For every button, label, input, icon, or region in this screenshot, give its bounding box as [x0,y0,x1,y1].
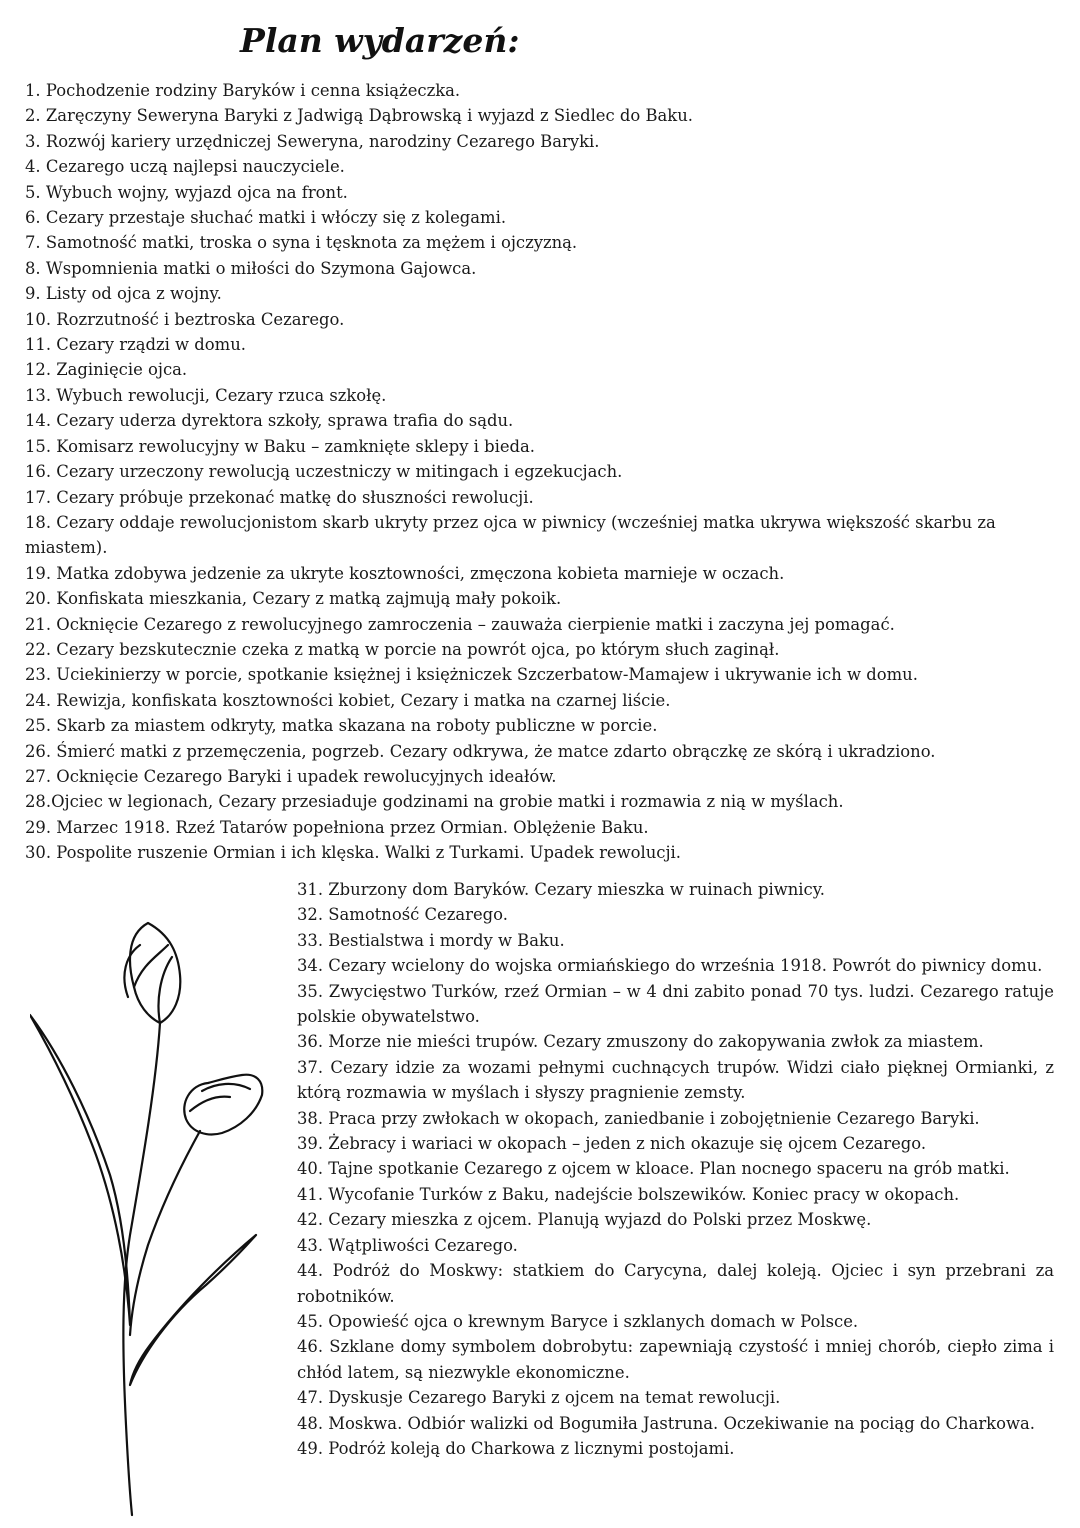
events-list-part1 [25,78,1055,866]
tulip-lower-stem [130,1131,200,1335]
event-item: 24. Rewizja, konfiskata kosztowności kobiet, Cezary i matka na czarnej liście. [25,690,671,710]
event-item: 15. Komisarz rewolucyjny w Baku – zamknięte sklepy i bieda. [25,436,536,456]
event-item: 25. Skarb za miastem odkryty, matka skazana na roboty publiczne w porcie. [25,716,658,736]
tulip-leaf-left [30,1015,130,1325]
event-item: 18. Cezary oddaje rewolucjonistom skarb ukryty przez ojca w piwnicy (wcześniej matka ukrywa większość skarbu za miastem). [25,512,996,558]
event-item: 38. Praca przy zwłokach w okopach, zaniedbanie i zobojętnienie Cezarego Baryki. [297,1108,980,1128]
event-item: 20. Konfiskata mieszkania, Cezary z matką zajmują mały pokoik. [25,589,562,609]
event-item: 12. Zaginięcie ojca. [25,360,188,380]
event-item: 41. Wycofanie Turków z Baku, nadejście bolszewików. Koniec pracy w okopach. [297,1184,960,1204]
event-item: 26. Śmierć matki z przemęczenia, pogrzeb. Cezary odkrywa, że matce zdarto obrączkę ze skórą i ukradziono. [25,741,936,761]
event-item: 36. Morze nie mieści trupów. Cezary zmuszony do zakopywania zwłok za miastem. [297,1032,984,1052]
event-item: 3. Rozwój kariery urzędniczej Seweryna, narodziny Cezarego Baryki. [25,131,600,151]
event-item: 22. Cezary bezskutecznie czeka z matką w porcie na powrót ojca, po którym słuch zaginął. [25,639,780,659]
event-item: 14. Cezary uderza dyrektora szkoły, sprawa trafia do sądu. [25,411,514,431]
event-item: 16. Cezary urzeczony rewolucją uczestniczy w mitingach i egzekucjach. [25,462,623,482]
event-item: 46. Szklane domy symbolem dobrobytu: zapewniają czystość i mniej chorób, ciepło zima i chłód latem, są niezwykle ekonomiczne. [297,1337,1054,1382]
event-item: 10. Rozrzutność i beztroska Cezarego. [25,309,345,329]
tulip-upper-petal-left [124,945,140,997]
event-item: 32. Samotność Cezarego. [297,905,508,925]
event-item: 48. Moskwa. Odbiór walizki od Bogumiła Jastruna. Oczekiwanie na pociąg do Charkowa. [297,1413,1035,1433]
events-list-part2 [297,877,1054,1461]
event-item: 35. Zwycięstwo Turków, rzeź Ormian – w 4 dni zabito ponad 70 tys. ludzi. Cezarego ratuje polskie obywatelstwo. [297,981,1054,1027]
tulip-upper-head [130,923,180,1023]
event-item: 19. Matka zdobywa jedzenie za ukryte kosztowności, zmęczona kobieta marnieje w oczach. [25,563,785,583]
event-item: 6. Cezary przestaje słuchać matki i włóczy się z kolegami. [25,208,507,228]
page-title: Plan wydarzeń: [240,21,520,60]
event-item: 45. Opowieść ojca o krewnym Baryce i szklanych domach w Polsce. [297,1311,859,1331]
event-item: 13. Wybuch rewolucji, Cezary rzuca szkołę. [25,385,387,405]
event-item: 1. Pochodzenie rodziny Baryków i cenna książeczka. [25,81,461,100]
event-item: 28.Ojciec w legionach, Cezary przesiaduje godzinami na grobie matki i rozmawia z nią w myślach. [25,792,844,812]
event-item: 44. Podróż do Moskwy: statkiem do Carycyna, dalej koleją. Ojciec i syn przebrani za robotników. [297,1261,1054,1306]
event-item: 43. Wątpliwości Cezarego. [297,1235,518,1255]
tulip-lower-petal-inner [190,1084,250,1111]
event-item: 42. Cezary mieszka z ojcem. Planują wyjazd do Polski przez Moskwę. [297,1210,872,1230]
event-item: 47. Dyskusje Cezarego Baryki z ojcem na temat rewolucji. [297,1388,781,1408]
event-item: 5. Wybuch wojny, wyjazd ojca na front. [25,182,348,202]
event-item: 31. Zburzony dom Baryków. Cezary mieszka w ruinach piwnicy. [297,880,825,899]
tulip-leaf-right [130,1235,256,1385]
event-item: 39. Żebracy i wariaci w okopach – jeden z nich okazuje się ojcem Cezarego. [297,1134,927,1154]
event-item: 21. Ocknięcie Cezarego z rewolucyjnego zamroczenia – zauważa cierpienie matki i zaczyna jej pomagać. [25,614,895,634]
event-item: 17. Cezary próbuje przekonać matkę do słuszności rewolucji. [25,487,534,507]
event-item: 37. Cezary idzie za wozami pełnymi cuchnących trupów. Widzi ciało pięknej Ormianki, z którą rozmawia w myślach i słyszy pragnienie zemsty. [297,1057,1054,1103]
event-item: 4. Cezarego uczą najlepsi nauczyciele. [25,157,345,177]
event-item: 27. Ocknięcie Cezarego Baryki i upadek rewolucyjnych ideałów. [25,766,557,786]
event-item: 29. Marzec 1918. Rzeź Tatarów popełniona przez Ormian. Oblężenie Baku. [25,817,649,837]
event-item: 11. Cezary rządzi w domu. [25,335,246,355]
event-item: 33. Bestialstwa i mordy w Baku. [297,930,565,950]
event-item: 23. Uciekinierzy w porcie, spotkanie księżnej i księżniczek Szczerbatow-Mamajew i ukrywanie ich w domu. [25,665,918,685]
event-item: 8. Wspomnienia matki o miłości do Szymona Gajowca. [25,258,477,278]
tulip-upper-petal-inner [134,945,172,1023]
event-item: 2. Zaręczyny Seweryna Baryki z Jadwigą Dąbrowską i wyjazd z Siedlec do Baku. [25,106,693,126]
tulip-line-drawing-icon [30,905,290,1525]
event-item: 49. Podróż koleją do Charkowa z licznymi postojami. [297,1438,735,1458]
event-item: 7. Samotność matki, troska o syna i tęsknota za mężem i ojczyzną. [25,233,578,253]
event-item: 40. Tajne spotkanie Cezarego z ojcem w kloace. Plan nocnego spaceru na grób matki. [297,1159,1010,1179]
event-item: 9. Listy od ojca z wojny. [25,284,222,304]
event-item: 30. Pospolite ruszenie Ormian i ich klęska. Walki z Turkami. Upadek rewolucji. [25,843,682,863]
event-item: 34. Cezary wcielony do wojska ormiańskiego do września 1918. Powrót do piwnicy domu. [297,956,1043,976]
